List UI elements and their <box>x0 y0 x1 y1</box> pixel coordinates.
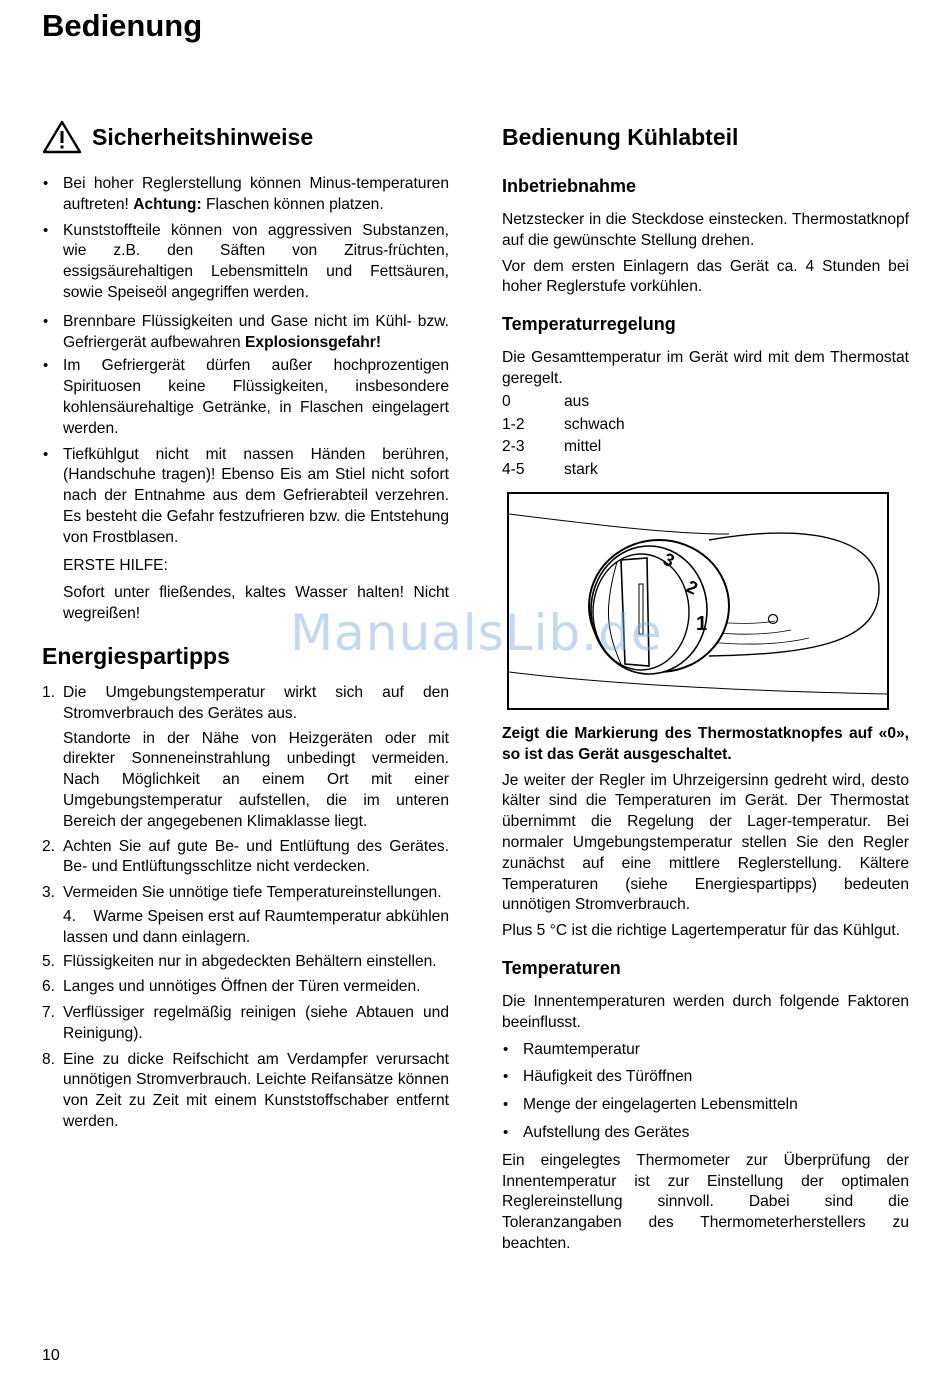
factor-item: • Raumtemperatur <box>502 1040 909 1061</box>
turn-text: Je weiter der Regler im Uhrzeigersinn gedreht wird, desto kälter sind die Temperaturen im Gerät. Der Thermostat übernimmt die Regelung der Lager-temperatur. Bei normaler Umgebungstemperatur stellen Sie den Regler zunächst auf eine mittlere Reglerstellung. Kältere Temperaturen (siehe Energiespartipps) bedeuten unnötigen Stromverbrauch. <box>502 771 909 914</box>
setting-label: stark <box>564 461 598 479</box>
figure-caption: Zeigt die Markierung des Thermostatknopfes auf «0», so ist das Gerät ausgeschaltet. <box>502 724 909 763</box>
safety-item: • Tiefkühlgut nicht mit nassen Händen berühren, (Handschuhe tragen)! Ebenso Eis am Stiel nicht sofort nach der Entnahme aus dem Gefrierabteil verzehren. Es besteht die Gefahr festzufrieren bzw. die Entstehung von Frostblasen. <box>42 445 449 549</box>
startup-text: Netzstecker in die Steckdose einstecken. Thermostatknopf auf die gewünschte Stellung drehen. <box>502 211 909 249</box>
warning-icon <box>42 120 82 154</box>
thermostat-dial-illustration <box>509 494 887 708</box>
safety-list <box>42 174 449 549</box>
factor-item: • Menge der eingelagerten Lebensmitteln <box>502 1095 909 1116</box>
fridge-heading: Bedienung Kühlabteil <box>502 124 739 150</box>
regulation-text: Die Gesamttemperatur im Gerät wird mit dem Thermostat geregelt. <box>502 349 909 387</box>
safety-heading: Sicherheitshinweise <box>92 124 314 150</box>
dial-label: 2 <box>683 576 701 599</box>
factor-item: • Häufigkeit des Türöffnen <box>502 1067 909 1088</box>
regulation-heading: Temperaturregelung <box>502 314 676 335</box>
first-aid-label: ERSTE HILFE: <box>63 556 168 574</box>
startup-heading: Inbetriebnahme <box>502 176 637 196</box>
page-number: 10 <box>42 1347 60 1364</box>
energy-item: 2. Achten Sie auf gute Be- und Entlüftung des Gerätes. Be- und Entlüftungsschlitze nicht verdecken. <box>42 837 449 876</box>
safety-heading-row <box>42 118 449 156</box>
setting-value: 2-3 <box>502 438 525 456</box>
energy-item: 5. Flüssigkeiten nur in abgedeckten Behältern einstellen. <box>42 952 437 970</box>
energy-item: 6. Langes und unnötiges Öffnen der Türen vermeiden. <box>42 978 421 996</box>
energy-item: 1. Die Umgebungstemperatur wirkt sich auf den Stromverbrauch des Gerätes aus. <box>42 683 449 722</box>
factors-list <box>502 1040 909 1144</box>
safety-item: • Im Gefriergerät dürfen außer hochprozentigen Spirituosen keine Flüssigkeiten, insbesondere kohlensäurehaltige Getränke, in Flaschen eingelagert werden. <box>42 356 449 439</box>
setting-label: mittel <box>564 438 602 456</box>
setting-label: aus <box>564 392 590 410</box>
dial-label: 3 <box>660 548 678 572</box>
temperatures-outro: Ein eingelegtes Thermometer zur Überprüfung der Innentemperatur ist zur Einstellung der optimalen Reglereinstellung sinnvoll. Dabei sind die Toleranzangaben des Thermometerherstellers zu beachten. <box>502 1151 909 1252</box>
safety-item: • Kunststoffteile können von aggressiven Substanzen, wie z.B. den Säften von Zitrus-früchten, essigsäurehaltigen Lebensmitteln und Fettsäuren, sowie Speiseöl angegriffen werden. <box>42 221 449 304</box>
temperatures-heading: Temperaturen <box>502 957 621 978</box>
plus5-text: Plus 5 °C ist die richtige Lagertemperatur für das Kühlgut. <box>502 922 901 940</box>
right-column <box>502 118 909 1255</box>
energy-item: 3. Vermeiden Sie unnötige tiefe Temperatureinstellungen. <box>42 884 442 902</box>
energy-item: 7. Verflüssiger regelmäßig reinigen (siehe Abtauen und Reinigung). <box>42 1004 449 1042</box>
dial-label: 1 <box>696 612 708 635</box>
setting-value: 0 <box>502 392 511 410</box>
setting-label: schwach <box>564 415 625 433</box>
setting-value: 4-5 <box>502 461 525 479</box>
page-title: Bedienung <box>42 8 203 43</box>
setting-value: 1-2 <box>502 415 525 433</box>
first-aid-text: Sofort unter fließendes, kaltes Wasser halten! Nicht wegreißen! <box>63 584 449 623</box>
energy-heading: Energiespartipps <box>42 642 230 669</box>
energy-item: Standorte in der Nähe von Heizgeräten oder mit direkter Sonneneinstrahlung unbedingt vermeiden. Nach Möglichkeit an einem Ort mit einer Umgebungstemperatur aufstellen, die im unteren Bereich der angegebenen Klimaklasse liegt. <box>63 729 449 830</box>
settings-table <box>502 392 909 481</box>
energy-item: 4. Warme Speisen erst auf Raumtemperatur abkühlen lassen und dann einlagern. <box>63 907 454 946</box>
safety-item: • Bei hoher Reglerstellung können Minus-temperaturen auftreten! Achtung: Flaschen können platzen. <box>42 174 449 216</box>
precool-text: Vor dem ersten Einlagern das Gerät ca. 4 Stunden bei hoher Reglerstufe vorkühlen. <box>502 257 909 296</box>
temperatures-intro: Die Innentemperaturen werden durch folgende Faktoren beeinflusst. <box>502 992 909 1031</box>
safety-item: • Brennbare Flüssigkeiten und Gase nicht im Kühl- bzw. Gefriergerät aufbewahren Explosionsgefahr! <box>42 312 449 354</box>
factor-item: • Aufstellung des Gerätes <box>502 1123 909 1144</box>
energy-item: 8. Eine zu dicke Reifschicht am Verdampfer verursacht unnötigen Stromverbrauch. Leichte Reifansätze können von Zeit zu Zeit mit einem Kunststoffschaber entfernt werden. <box>42 1050 449 1131</box>
watermark: ManualsLib.de <box>290 604 663 662</box>
left-column <box>42 118 454 1133</box>
thermostat-figure <box>507 492 889 710</box>
energy-list <box>42 683 454 1133</box>
